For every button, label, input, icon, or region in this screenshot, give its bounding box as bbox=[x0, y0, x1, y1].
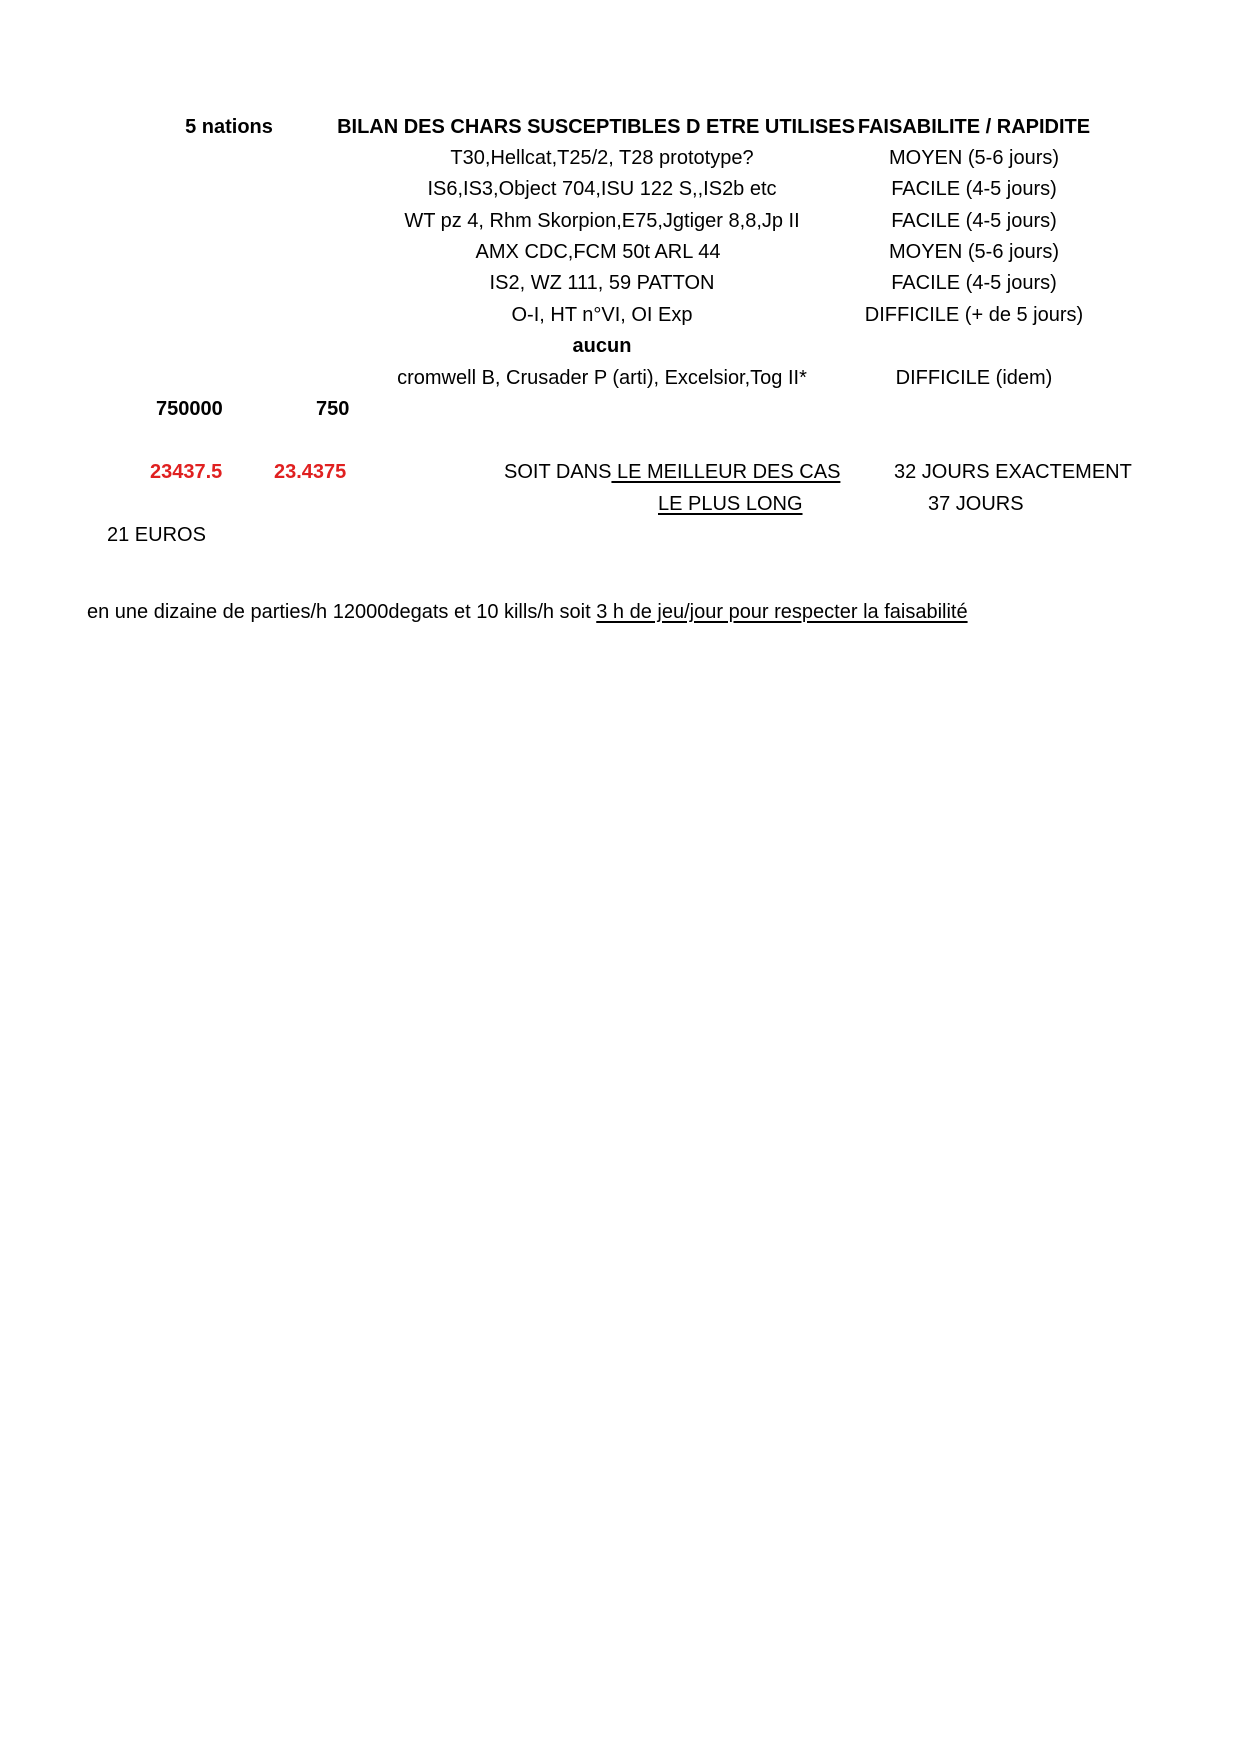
tanks-cell: WT pz 4, Rhm Skorpion,E75,Jgtiger 8,8,Jp II bbox=[404, 210, 800, 232]
feasibility-cell: MOYEN (5-6 jours) bbox=[888, 241, 1060, 263]
footer-note-underlined: 3 h de jeu/jour pour respecter la faisabilité bbox=[596, 601, 968, 623]
best-case-line bbox=[504, 460, 840, 484]
faisabilite-header: FAISABILITE / RAPIDITE bbox=[857, 116, 1091, 138]
feasibility-cell: MOYEN (5-6 jours) bbox=[888, 147, 1060, 169]
tanks-cell: IS2, WZ 111, 59 PATTON bbox=[489, 272, 715, 294]
total-value-a: 750000 bbox=[156, 398, 223, 420]
bilan-header: BILAN DES CHARS SUSCEPTIBLES D ETRE UTILISES bbox=[337, 116, 855, 138]
nations-header: 5 nations bbox=[185, 116, 273, 138]
red-value-b: 23.4375 bbox=[274, 461, 347, 483]
feasibility-cell: FACILE (4-5 jours) bbox=[891, 210, 1057, 232]
feasibility-cell: DIFFICILE (idem) bbox=[895, 367, 1053, 389]
red-value-a: 23437.5 bbox=[150, 461, 223, 483]
longest-case-label: LE PLUS LONG bbox=[658, 493, 803, 515]
footer-note-text: en une dizaine de parties/h 12000degats et 10 kills/h soit bbox=[87, 601, 597, 623]
longest-case-days: 37 JOURS bbox=[928, 493, 1024, 515]
tanks-cell: IS6,IS3,Object 704,ISU 122 S,,IS2b etc bbox=[427, 178, 777, 200]
tanks-cell: cromwell B, Crusader P (arti), Excelsior,Tog II* bbox=[397, 367, 807, 389]
best-case-label: LE MEILLEUR DES CAS bbox=[611, 461, 841, 483]
feasibility-cell: DIFFICILE (+ de 5 jours) bbox=[864, 304, 1084, 326]
total-value-b: 750 bbox=[316, 398, 350, 420]
best-case-days: 32 JOURS EXACTEMENT bbox=[894, 461, 1132, 483]
soit-prefix: SOIT DANS bbox=[504, 461, 612, 483]
footer-note-clip bbox=[87, 600, 1118, 624]
tanks-cell: T30,Hellcat,T25/2, T28 prototype? bbox=[450, 147, 754, 169]
tanks-cell: AMX CDC,FCM 50t ARL 44 bbox=[475, 241, 721, 263]
tanks-cell: O-I, HT n°VI, OI Exp bbox=[511, 304, 693, 326]
feasibility-cell: FACILE (4-5 jours) bbox=[891, 272, 1057, 294]
feasibility-cell: FACILE (4-5 jours) bbox=[891, 178, 1057, 200]
tanks-cell: aucun bbox=[572, 335, 632, 357]
footer-note bbox=[87, 600, 1118, 624]
euros-value: 21 EUROS bbox=[107, 524, 206, 546]
